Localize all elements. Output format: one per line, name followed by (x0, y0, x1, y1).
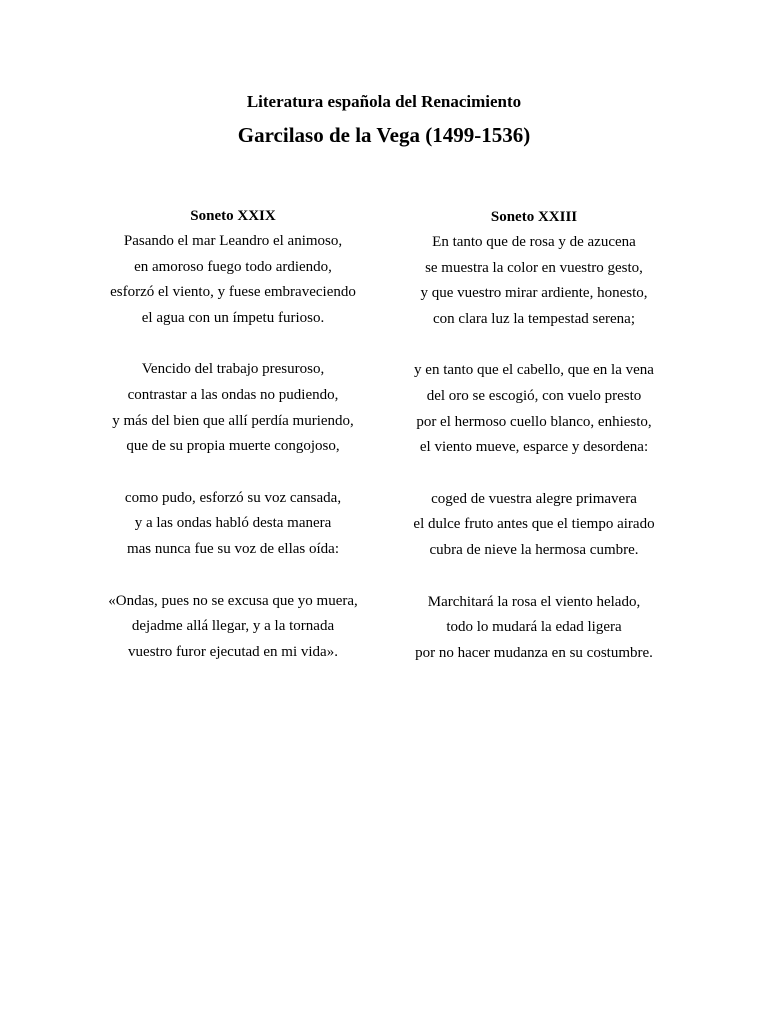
stanza (389, 590, 679, 667)
verse-line: contrastar a las ondas no pudiendo, (127, 386, 339, 403)
stanza (389, 487, 679, 564)
verse-line: del oro se escogió, con vuelo presto (426, 387, 642, 404)
verse-line: cubra de nieve la hermosa cumbre. (429, 541, 639, 558)
verse-line: En tanto que de rosa y de azucena (432, 234, 636, 250)
verse-line: Vencido del trabajo presuroso, (141, 361, 325, 378)
poem-soneto-xxiii (389, 205, 679, 692)
verse-line: por no hacer mudanza en su costumbre. (415, 644, 653, 661)
verse-line: y a las ondas habló desta manera (134, 515, 332, 532)
stanza (88, 589, 378, 666)
poem-title: Soneto XXIX (190, 208, 276, 224)
verse-line: vuestro furor ejecutad en mi vida». (128, 643, 338, 660)
verse-line: todo lo mudará la edad ligera (446, 619, 622, 636)
stanza (88, 229, 378, 331)
verse-line: como pudo, esforzó su voz cansada, (124, 489, 342, 506)
stanza (389, 358, 679, 460)
verse-line: mas nunca fue su voz de ellas oída: (126, 540, 339, 557)
stanza (389, 230, 679, 332)
verse-line: se muestra la color en vuestro gesto, (425, 259, 643, 276)
verse-line: «Ondas, pues no se excusa que yo muera, (108, 592, 358, 609)
verse-line: Marchitará la rosa el viento helado, (427, 593, 641, 610)
verse-line: con clara luz la tempestad serena; (433, 310, 635, 327)
document-title: Garcilaso de la Vega (1499-1536) (237, 123, 531, 147)
stanza (88, 357, 378, 459)
verse-line: y más del bien que allí perdía muriendo, (112, 412, 354, 429)
verse-line: el dulce fruto antes que el tiempo airado (413, 516, 655, 533)
poem-soneto-xxix (88, 204, 378, 691)
verse-line: y que vuestro mirar ardiente, honesto, (420, 285, 648, 302)
verse-line: y en tanto que el cabello, que en la vena (414, 362, 654, 379)
verse-line: por el hermoso cuello blanco, enhiesto, (416, 413, 652, 430)
verse-line: el agua con un ímpetu furioso. (141, 309, 325, 326)
document-subtitle: Literatura española del Renacimiento (246, 92, 522, 111)
verse-line: dejadme allá llegar, y a la tornada (131, 618, 335, 635)
verse-line: en amoroso fuego todo ardiendo, (134, 258, 332, 275)
verse-line: coged de vuestra alegre primavera (431, 490, 637, 507)
poem-title: Soneto XXIII (490, 209, 578, 225)
verse-line: el viento mueve, esparce y desordena: (419, 439, 649, 456)
verse-line: que de su propia muerte congojoso, (126, 438, 340, 455)
stanza (88, 486, 378, 563)
verse-line: esforzó el viento, y fuese embraveciendo (110, 284, 356, 301)
verse-line: Pasando el mar Leandro el animoso, (123, 233, 343, 249)
